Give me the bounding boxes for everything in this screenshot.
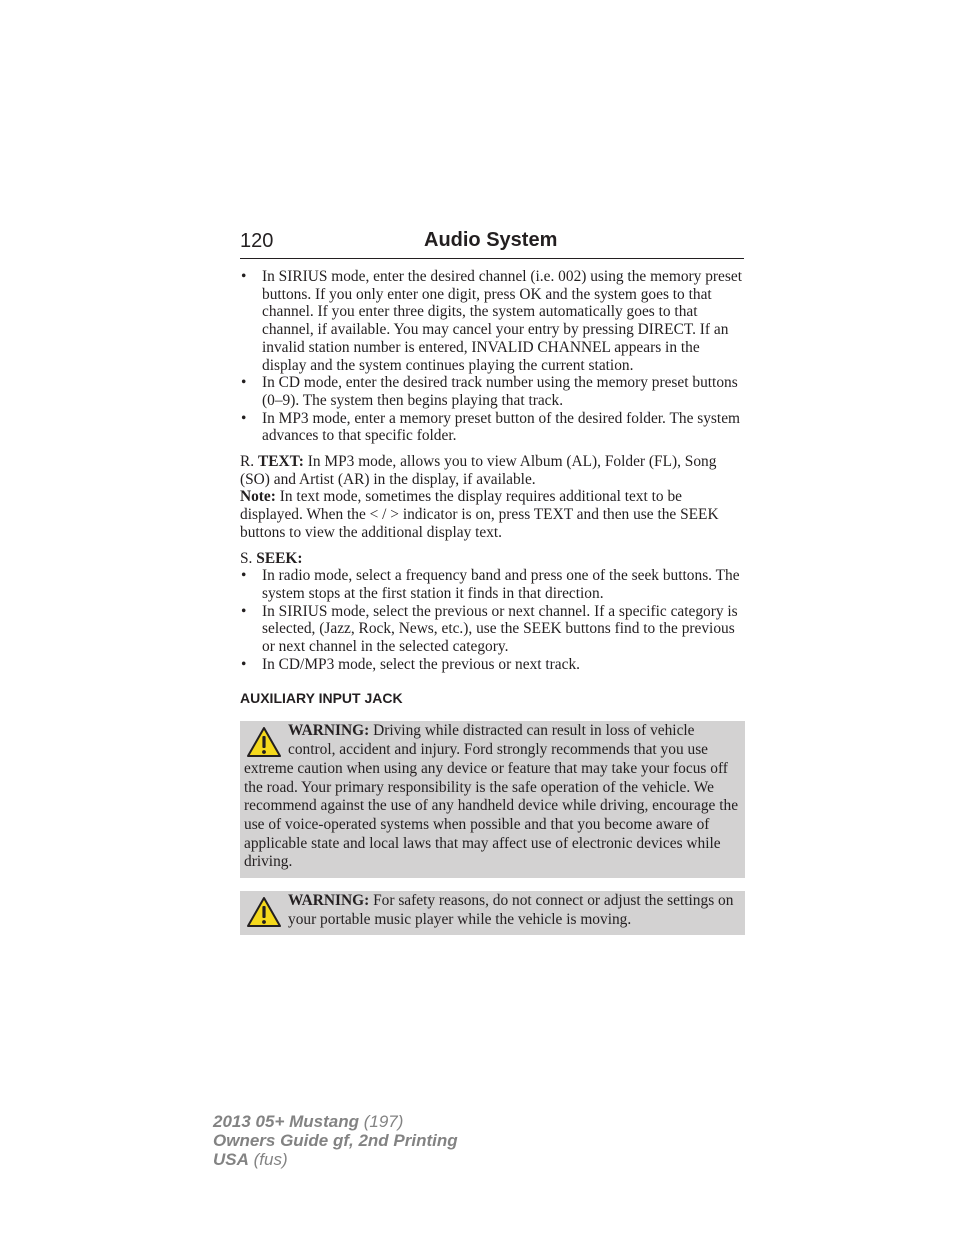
- direct-bullet-list: [240, 268, 745, 445]
- text-item: R. TEXT: In MP3 mode, allows you to view Album (AL), Folder (FL), Song (SO) and Artist (AR) in the display, if available.: [240, 453, 717, 488]
- list-item: • In SIRIUS mode, enter the desired channel (i.e. 002) using the memory preset buttons. If you only enter one digit, press OK and the system goes to that channel. If you enter three digits, the system automatically goes to that channel, if available. You may cancel your entry by pressing DIRECT. If an invalid station number is entered, INVALID CHANNEL appears in the display and the system continues playing the current station.: [241, 268, 742, 374]
- seek-bullet-list: [240, 567, 745, 673]
- page-header: [240, 228, 744, 259]
- seek-label: SEEK:: [256, 549, 303, 567]
- warning-text: Driving while distracted can result in loss of vehicle control, accident and injury. Ford strongly recommends that you use extreme caution when using any device or feature that may take your focus off the road. Your primary responsibility is the safe operation of the vehicle. We recommend against the use of any handheld device while driving, encourage the use of voice-operated systems when possible and that you become aware of applicable state and local laws that may affect use of electronic devices while driving.: [244, 722, 739, 871]
- footer-line: Owners Guide gf, 2nd Printing: [213, 1131, 458, 1150]
- bullet-icon: •: [241, 409, 247, 427]
- page-number: 120: [240, 230, 274, 252]
- bullet-icon: •: [241, 374, 247, 392]
- text-label: TEXT:: [257, 453, 304, 471]
- bullet-icon: •: [241, 268, 247, 285]
- list-item: • In radio mode, select a frequency band and press one of the seek buttons. The system stops at the first station it finds in that direction.: [241, 567, 740, 602]
- warning-triangle-icon: [246, 725, 282, 759]
- warning-box: [240, 891, 745, 934]
- page-content: [240, 268, 745, 935]
- seek-item: S. SEEK:: [240, 549, 303, 567]
- warning-label: WARNING:: [288, 722, 370, 740]
- warning-label: WARNING:: [288, 892, 370, 910]
- list-item: • In MP3 mode, enter a memory preset button of the desired folder. The system advances to that specific folder.: [241, 409, 740, 445]
- page-footer: [213, 1112, 458, 1169]
- footer-line: 2013 05+ Mustang (197): [213, 1112, 404, 1131]
- bullet-icon: •: [241, 602, 247, 620]
- note-paragraph: Note: In text mode, sometimes the display requires additional text to be displayed. When the < / > indicator is on, press TEXT and then use the SEEK buttons to view the additional display text.: [240, 488, 719, 541]
- warning-text: For safety reasons, do not connect or adjust the settings on your portable music player while the vehicle is moving.: [288, 892, 734, 928]
- footer-line: USA (fus): [213, 1150, 288, 1169]
- list-item: • In CD mode, enter the desired track number using the memory preset buttons (0–9). The system then begins playing that track.: [241, 374, 738, 409]
- warning-triangle-icon: [246, 895, 282, 929]
- warning-box: [240, 721, 745, 878]
- bullet-icon: •: [241, 655, 247, 673]
- note-label: Note:: [240, 488, 276, 506]
- list-item: • In CD/MP3 mode, select the previous or next track.: [241, 655, 581, 673]
- aux-input-heading: AUXILIARY INPUT JACK: [240, 690, 403, 707]
- list-item: • In SIRIUS mode, select the previous or next channel. If a specific category is selected, (Jazz, Rock, News, etc.), use the SEEK buttons find to the previous or next channel in the selected category.: [241, 602, 738, 656]
- bullet-icon: •: [241, 567, 247, 585]
- section-title: Audio System: [424, 229, 558, 251]
